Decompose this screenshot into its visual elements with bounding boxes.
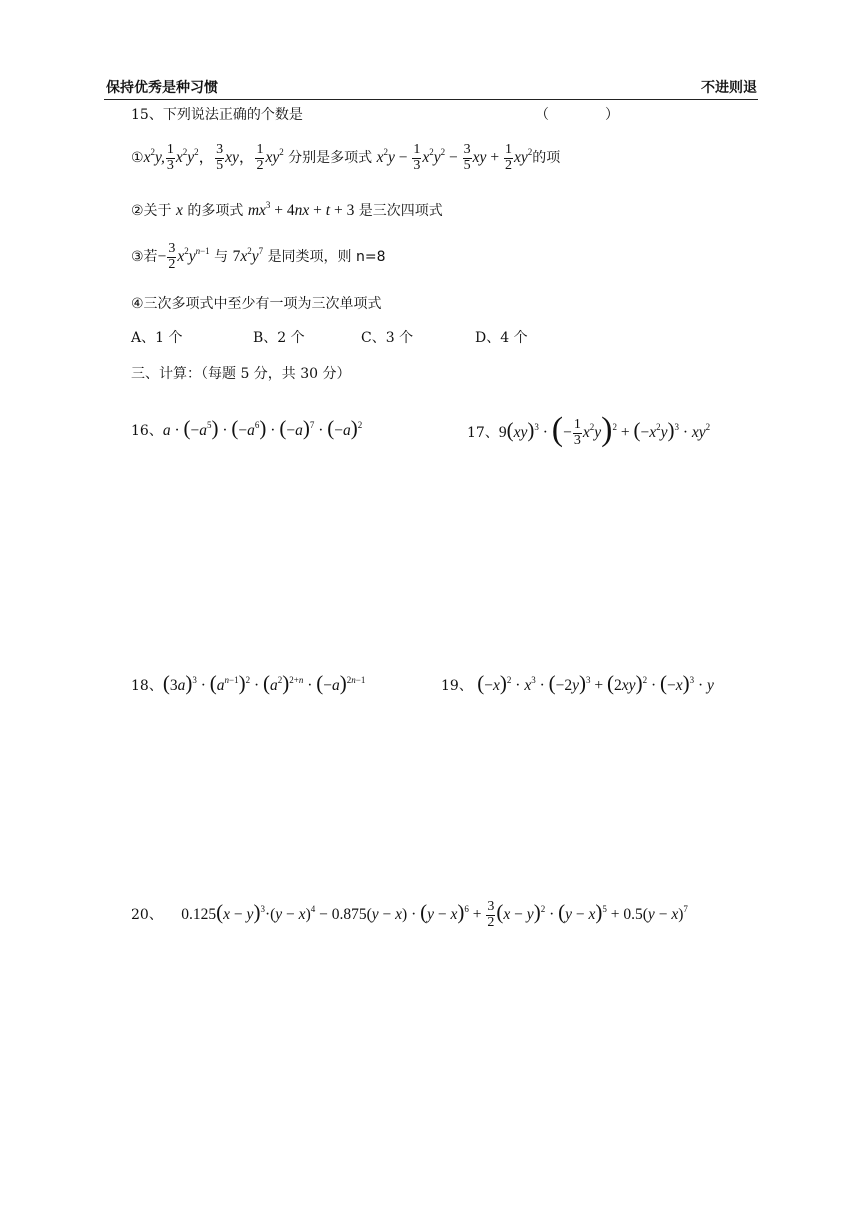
math-monomial-2: $7x^2y^7$ <box>232 245 264 265</box>
q20 <box>131 900 688 930</box>
q15-s1-mid-text: 分别是多项式 <box>288 149 373 166</box>
math-var-x: x <box>176 202 183 219</box>
q15-stem: 15、下列说法正确的个数是 <box>131 107 303 123</box>
q15-statement-1 <box>131 143 560 173</box>
q17 <box>467 410 711 448</box>
math-monomial-1: − $\frac{3}{2}$ $x^2y^{n-1}$ <box>157 241 210 272</box>
q16-label: 16、 <box>131 423 163 439</box>
q18-expression: $(3a)^3 \cdot (a^{n-1})^2 \cdot (a^2)^{2+n} \cdot (-a)^{2n-1}$ <box>162 671 366 695</box>
q20-label: 20、 <box>131 906 163 923</box>
circled-number-1: ① <box>131 149 144 166</box>
q19 <box>441 673 714 694</box>
q15-option-c: C、3 个 <box>361 330 414 346</box>
q15-s3-text-a: ③若 <box>131 248 158 265</box>
q18-label: 18、 <box>131 678 163 694</box>
q15-s3-text-c: 是同类项，则 n=8 <box>267 248 386 265</box>
q15-statement-4: ④三次多项式中至少有一项为三次单项式 <box>131 296 382 312</box>
q15-s1-end-text: 的项 <box>532 149 561 166</box>
math-polynomial: $x^2y$ − $\frac{1}{3}$ $x^2y^2$ − $\frac{3}{5}$ xy + $\frac{1}{2}$ $xy^2$ <box>376 142 533 173</box>
q15-statement-2 <box>131 200 443 219</box>
q16-expression: $a \cdot (-a^5) \cdot (-a^6) \cdot (-a)^7 \cdot (-a)^2$ <box>162 416 363 440</box>
q15-s2-text-c: 是三次四项式 <box>358 203 443 219</box>
section-3-title: 三、计算：（每题 5 分，共 30 分） <box>131 366 351 382</box>
header-rule <box>104 99 758 100</box>
header-right-text: 不进则退 <box>701 80 757 96</box>
q19-label: 19、 <box>441 678 473 694</box>
q19-expression: $(-x)^2 \cdot x^3 \cdot (-2y)^3 + (2xy)^2 \cdot (-x)^3 \cdot y$ <box>477 671 714 695</box>
q15-option-b: B、2 个 <box>253 330 305 346</box>
q15-option-d: D、4 个 <box>475 330 528 346</box>
q17-expression: 9(xy)$^3$ · (− $\frac{1}{3}$ $x^2y)^2 + (-x^2y)^3 \cdot xy^2$ <box>498 410 711 448</box>
math-term-list: $x^2y$, $\frac{1}{3}$ $x^2y^2$， $\frac{3}{5}$ xy， $\frac{1}{2}$ $xy^2$ <box>143 142 284 173</box>
q18 <box>131 673 365 694</box>
q15-answer-paren: （ ） <box>535 107 619 123</box>
q15-s2-text-b: 的多项式 <box>187 203 244 219</box>
q17-label: 17、 <box>467 424 499 441</box>
q15-s3-text-b: 与 <box>214 248 229 265</box>
q20-expression: $0.125(x - y)^3\cdot(y - x)^4 - 0.875(y - x) \cdot (y - x)^6$ + $\frac{3}{2}$ $(x - y)^2 \cdot (y - x)^5 + 0.5(y - x)^7$ <box>181 899 688 930</box>
header-left-text: 保持优秀是种习惯 <box>106 80 218 96</box>
q15-option-a: A、1 个 <box>131 330 183 346</box>
q15-statement-3 <box>131 242 386 272</box>
math-polynomial-2: $mx^3 + 4nx + t + 3$ <box>247 200 355 219</box>
q15-s2-text-a: ②关于 <box>131 203 172 219</box>
q16 <box>131 418 362 439</box>
